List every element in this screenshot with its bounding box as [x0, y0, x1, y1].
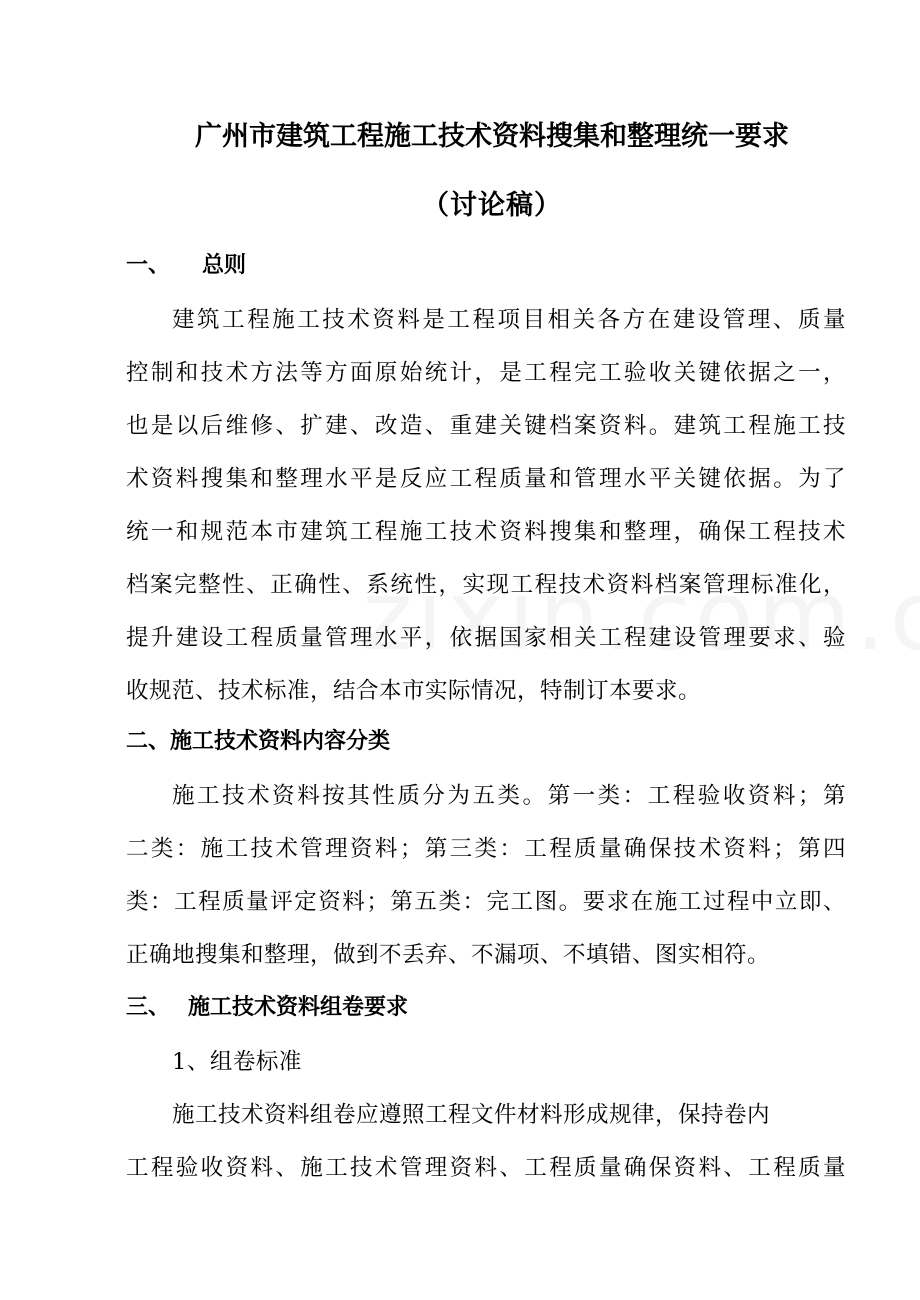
section-number: 三、: [126, 995, 171, 1020]
paragraph-line: 类：工程质量评定资料；第五类：完工图。要求在施工过程中立即、: [126, 889, 846, 915]
paragraph-line: 控制和技术方法等方面原始统计，是工程完工验收关键依据之一，: [126, 360, 846, 386]
paragraph-line: 也是以后维修、扩建、改造、重建关键档案资料。建筑工程施工技: [126, 413, 846, 439]
paragraph-line: 收规范、技术标准，结合本市实际情况，特制订本要求。: [126, 678, 702, 704]
paragraph-line: 术资料搜集和整理水平是反应工程质量和管理水平关键依据。为了: [126, 466, 846, 492]
paragraph-line: 档案完整性、正确性、系统性，实现工程技术资料档案管理标准化，: [126, 572, 846, 598]
watermark: [362, 560, 920, 672]
paragraph-line: 工程验收资料、施工技术管理资料、工程质量确保资料、工程质量: [126, 1155, 846, 1181]
section-title: 总则: [202, 253, 247, 278]
section-title: 施工技术资料内容分类: [170, 729, 391, 754]
document-title: 广州市建筑工程施工技术资料搜集和整理统一要求: [195, 121, 789, 152]
section-number: 一、: [126, 253, 171, 278]
section-title: 施工技术资料组卷要求: [188, 995, 409, 1020]
paragraph-line: 统一和规范本市建筑工程施工技术资料搜集和整理，确保工程技术: [126, 519, 846, 545]
document-subtitle: （讨论稿）: [422, 190, 562, 221]
section-number: 二、: [126, 729, 171, 754]
paragraph-line: 正确地搜集和整理，做到不丢弃、不漏项、不填错、图实相符。: [126, 942, 771, 968]
paragraph-line: 施工技术资料组卷应遵照工程文件材料形成规律，保持卷内: [172, 1102, 771, 1128]
section-heading-classification: [126, 724, 390, 755]
paragraph-line: 二类：施工技术管理资料；第三类：工程质量确保技术资料；第四: [126, 836, 846, 862]
paragraph-line: 提升建设工程质量管理水平，依据国家相关工程建设管理要求、验: [126, 625, 846, 651]
section-heading-general: [126, 248, 246, 279]
subsection-title: 1、组卷标准: [172, 1049, 302, 1075]
section-heading-filing: [126, 990, 408, 1021]
paragraph-line: 施工技术资料按其性质分为五类。第一类：工程验收资料；第: [172, 783, 846, 809]
paragraph-line: 建筑工程施工技术资料是工程项目相关各方在建设管理、质量: [172, 307, 846, 333]
